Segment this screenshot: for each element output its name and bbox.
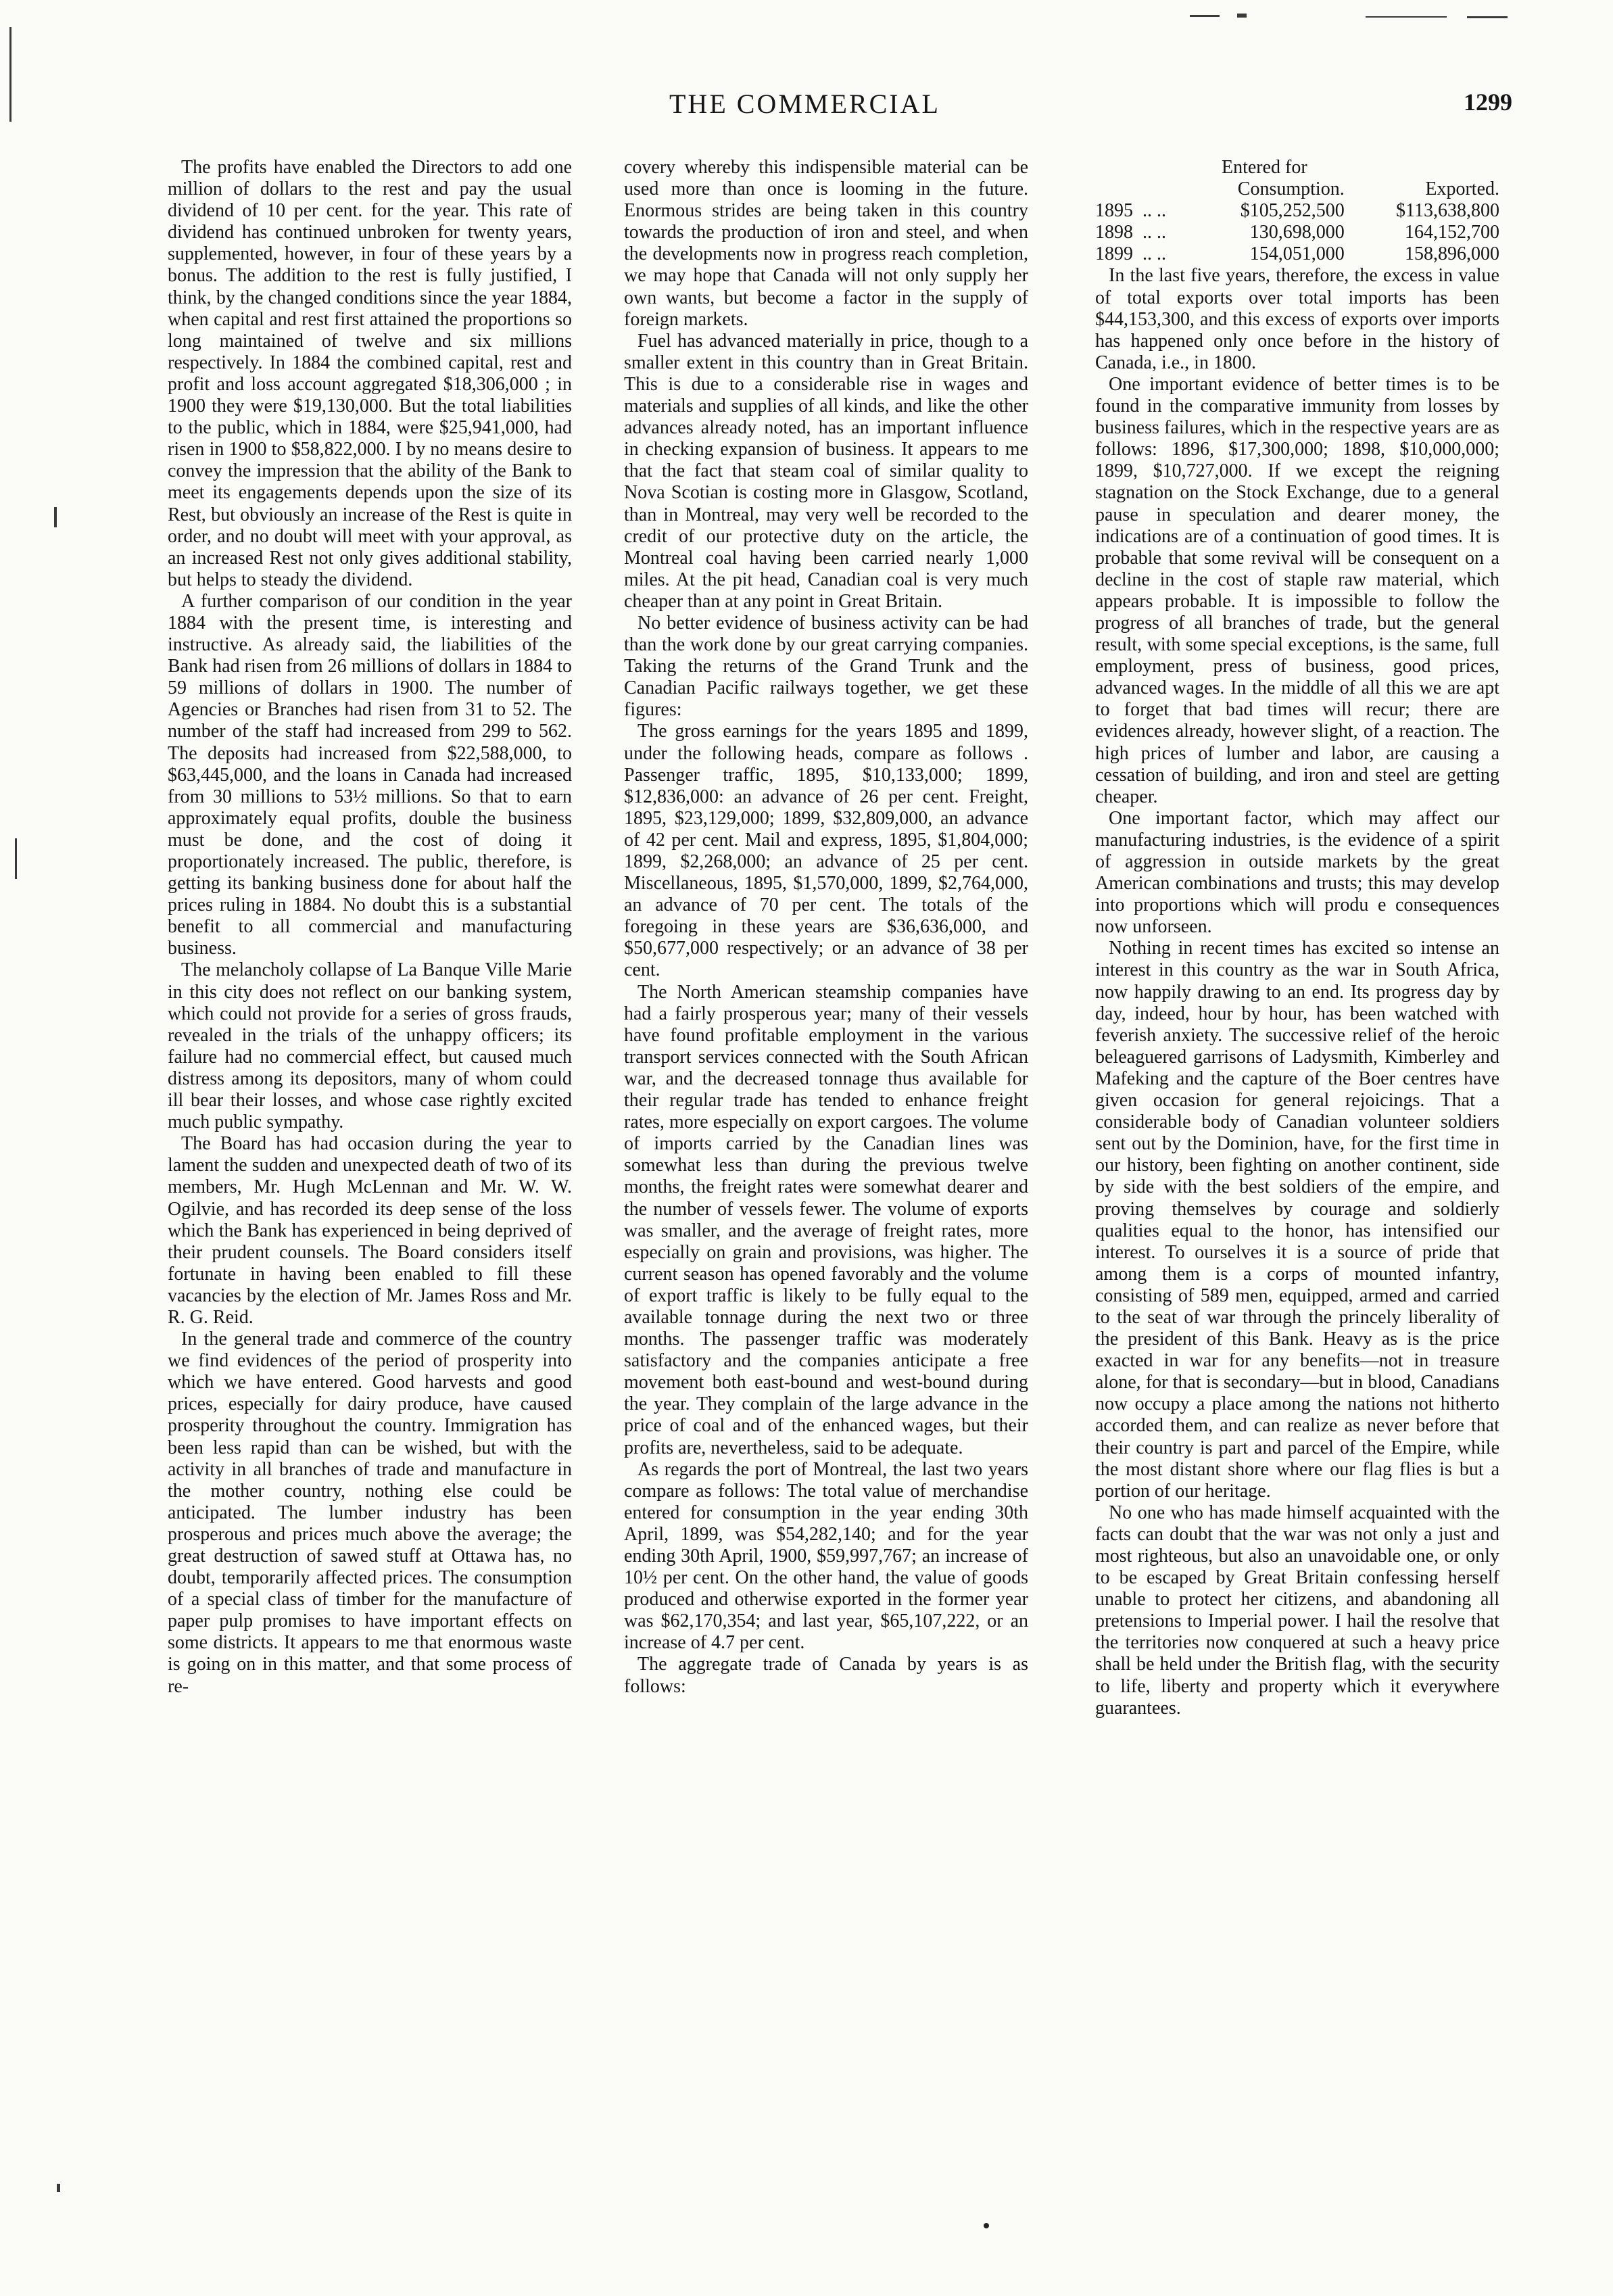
scan-mark	[1237, 14, 1247, 18]
paragraph: The gross earnings for the years 1895 and 1899, under the following heads, compare as follows . Passenger traffic, 1895, $10,133,000; 1899, $12,836,000: an advance of 26 per cent. Freight, 1895, $23,129,000; 1899, $32,809,000, an advance of 42 per cent. Mail and express, 1895, $1,804,000; 1899, $2,268,000; an advance of 25 per cent. Miscellaneous, 1895, $1,570,000, 1899, $2,764,000, an advance of 70 per cent. The totals of the foregoing in these years are $36,636,000, and $50,677,000 respectively; or an advance of 38 per cent.	[624, 721, 1028, 981]
paragraph: The Board has had occasion during the year to lament the sudden and unexpected death of two of its members, Mr. Hugh McLennan and Mr. W. W. Ogilvie, and has recorded its deep sense of the loss which the Bank has experienced in being deprived of their prudent counsels. The Board considers itself fortunate in having been enabled to fill these vacancies by the election of Mr. James Ross and Mr. R. G. Reid.	[168, 1133, 572, 1328]
table-header-exported: Exported.	[1425, 178, 1499, 200]
paragraph: covery whereby this indispensible material can be used more than once is looming in the future. Enormous strides are being taken in this country towards the production of iron and steel, and when the developments now in progress reach completion, we may hope that Canada will not only supply her own wants, but become a factor in the supply of foreign markets.	[624, 157, 1028, 330]
aggregate-trade-table	[1095, 157, 1499, 265]
paragraph: No better evidence of business activity can be had than the work done by our great carrying companies. Taking the returns of the Grand Trunk and the Canadian Pacific railways together, we get these figures:	[624, 612, 1028, 721]
table-cell-leader: .. ..	[1142, 200, 1166, 222]
paragraph: Nothing in recent times has excited so intense an interest in this country as the war in South Africa, now happily drawing to an end. Its progress day by day, indeed, hour by hour, has been watched with feverish anxiety. The successive relief of the heroic beleaguered garrisons of Ladysmith, Kimberley and Mafeking and the capture of the Boer centres have given occasion for general rejoicings. That a considerable body of Canadian volunteer soldiers sent out by the Dominion, have, for the first time in our history, been fighting on another continent, side by side with the best soldiers of the empire, and proving themselves by courage and soldierly qualities equal to the honor, has intensified our interest. To ourselves it is a source of pride that among them is a corps of mounted infantry, consisting of 589 men, equipped, armed and carried to the seat of war through the princely liberality of the president of this Bank. Heavy as is the price exacted in war for any benefits—not in treasure alone, for that is secondary—but in blood, Canadians now occupy a place among the nations not hitherto accorded them, and can realize as never before that their country is part and parcel of the Empire, while the most distant shore where our flag flies is but a portion of our heritage.	[1095, 938, 1499, 1502]
table-row	[1095, 243, 1499, 265]
paragraph: The profits have enabled the Directors to add one million of dollars to the rest and pay the usual dividend of 10 per cent. for the year. This rate of dividend has continued unbroken for twenty years, supplemented, however, in four of these years by a bonus. The addition to the rest is fully justified, I think, by the changed conditions since the year 1884, when capital and rest first attained the proportions so long maintained of twelve and six millions respectively. In 1884 the combined capital, rest and profit and loss account aggregated $18,306,000 ; in 1900 they were $19,130,000. But the total liabilities to the public, which in 1884, were $25,941,000, had risen in 1900 to $58,822,000. I by no means desire to convey the impression that the ability of the Bank to meet its engagements depends upon the size of its Rest, but obviously an increase of the Rest is quite in order, and no doubt will meet with your approval, as an increased Rest not only gives additional stability, but helps to steady the dividend.	[168, 157, 572, 590]
paragraph: A further comparison of our condition in the year 1884 with the present time, is interesting and instructive. As already said, the liabilities of the Bank had risen from 26 millions of dollars in 1884 to 59 millions of dollars in 1900. The number of Agencies or Branches had risen from 31 to 52. The number of the staff had increased from 299 to 562. The deposits had increased from $22,588,000, to $63,445,000, and the loans in Canada had increased from 30 millions to 53½ millions. So that to earn approximately equal profits, double the business must be done, and the cost of doing it proportionately increased. The public, therefore, is getting its banking business done for about half the prices ruling in 1884. No doubt this is a substantial benefit to all commercial and manufacturing business.	[168, 590, 572, 959]
table-cell-exported: $113,638,800	[1396, 200, 1499, 222]
text-column-3	[1095, 157, 1499, 2226]
paragraph: The melancholy collapse of La Banque Ville Marie in this city does not reflect on our banking system, which could not provide for a series of gross frauds, revealed in the trials of the unhappy officers; its failure had no commercial effect, but caused much distress among its depositors, many of whom could ill bear their losses, and whose case rightly excited much public sympathy.	[168, 959, 572, 1133]
paragraph: Fuel has advanced materially in price, though to a smaller extent in this country than in Great Britain. This is due to a considerable rise in wages and materials and supplies of all kinds, and like the other advances already noted, has an important influence in checking expansion of business. It appears to me that the fact that steam coal of similar quality to Nova Scotian is costing more in Glasgow, Scotland, than in Montreal, may very well be recorded to the credit of our protective duty on the article, the Montreal coal having been carried nearly 1,000 miles. At the pit head, Canadian coal is very much cheaper than at any point in Great Britain.	[624, 330, 1028, 612]
publication-title: THE COMMERCIAL	[669, 89, 940, 119]
table-cell-entered: $105,252,500	[1240, 200, 1345, 222]
page-number: 1299	[1464, 89, 1512, 116]
paragraph: One important factor, which may affect our manufacturing industries, is the evidence of a spirit of aggression in outside markets by the great American combinations and trusts; this may develop into proportions which will produ e consequences now unforseen.	[1095, 807, 1499, 938]
paragraph: In the last five years, therefore, the excess in value of total exports over total imports has been $44,153,300, and this excess of exports over imports has happened only once before in the history of Canada, i.e., in 1800.	[1095, 265, 1499, 373]
table-cell-leader: .. ..	[1142, 222, 1166, 243]
paragraph: One important evidence of better times is to be found in the comparative immunity from losses by business failures, which in the respective years are as follows: 1896, $17,300,000; 1898, $10,000,000; 1899, $10,727,000. If we except the reigning stagnation on the Stock Exchange, due to a general pause in speculation and dearer money, the indications are of a continuation of good times. It is probable that some revival will be consequent on a decline in the cost of staple raw material, which appears probable. It is impossible to follow the progress of all branches of trade, but the general result, with some special exceptions, is the same, full employment, press of business, good prices, advanced wages. In the middle of all this we are apt to forget that bad times will recur; there are evidences already, however slight, of a reaction. The high prices of lumber and labor, are causing a cessation of building, and iron and steel are getting cheaper.	[1095, 373, 1499, 807]
text-column-2	[624, 157, 1028, 2226]
table-cell-year: 1899	[1095, 243, 1133, 265]
page-header	[0, 82, 1613, 123]
text-column-1	[168, 157, 572, 2226]
table-header-consumption: Consumption.	[1237, 178, 1345, 200]
paragraph: As regards the port of Montreal, the last two years compare as follows: The total value of merchandise entered for consumption in the year ending 30th April, 1899, was $54,282,140; and for the year ending 30th April, 1900, $59,997,767; an increase of 10½ per cent. On the other hand, the value of goods produced and otherwise exported in the former year was $62,170,354; and last year, $65,107,222, or an increase of 4.7 per cent.	[624, 1458, 1028, 1654]
table-header-row	[1095, 178, 1499, 200]
table-row	[1095, 222, 1499, 243]
table-cell-year: 1898	[1095, 222, 1133, 243]
paragraph: The aggregate trade of Canada by years is as follows:	[624, 1654, 1028, 1697]
scan-mark	[1467, 16, 1508, 18]
scan-mark	[57, 2184, 60, 2192]
table-cell-exported: 158,896,000	[1405, 243, 1499, 265]
scan-mark	[54, 507, 57, 527]
table-row	[1095, 200, 1499, 222]
scan-mark	[1190, 15, 1220, 17]
paragraph: The North American steamship companies have had a fairly prosperous year; many of their vessels have found profitable employment in the various transport services connected with the South African war, and the decreased tonnage thus available for their regular trade has tended to enhance freight rates, more especially on export cargoes. The volume of imports carried by the Canadian lines was somewhat less than during the previous twelve months, the freight rates were somewhat dearer and the number of vessels fewer. The volume of exports was smaller, and the average of freight rates, more especially on grain and provisions, was higher. The current season has opened favorably and the volume of export traffic is likely to be fully equal to the available tonnage during the next two or three months. The passenger traffic was moderately satisfactory and the companies anticipate a free movement both east-bound and west-bound during the year. They complain of the large advance in the price of coal and of the enhanced wages, but their profits are, nevertheless, said to be adequate.	[624, 981, 1028, 1458]
table-cell-entered: 154,051,000	[1249, 243, 1345, 265]
table-cell-exported: 164,152,700	[1405, 222, 1499, 243]
paragraph: In the general trade and commerce of the country we find evidences of the period of prosperity into which we have entered. Good harvests and good prices, especially for dairy produce, have caused prosperity throughout the country. Immigration has been less rapid than can be wished, but with the activity in all branches of trade and manufacture in the mother country, nothing else could be anticipated. The lumber industry has been prosperous and prices much above the average; the great destruction of sawed stuff at Ottawa has, no doubt, temporarily affected prices. The consumption of a special class of timber for the manufacture of paper pulp promises to have important effects on some districts. It appears to me that enormous waste is going on in this matter, and that some process of re-	[168, 1329, 572, 1697]
table-cell-year: 1895	[1095, 200, 1133, 222]
table-header-entered: Entered for	[1221, 157, 1307, 178]
table-header-row	[1095, 157, 1499, 178]
table-cell-leader: .. ..	[1142, 243, 1166, 265]
scan-mark	[1366, 16, 1447, 18]
footer-dot	[984, 2223, 989, 2228]
table-cell-entered: 130,698,000	[1249, 222, 1345, 243]
paragraph: No one who has made himself acquainted with the facts can doubt that the war was not only a just and most righteous, but also an unavoidable one, or only to be escaped by Great Britain confessing herself unable to protect her citizens, and abandoning all pretensions to Imperial power. I hail the resolve that the territories now conquered at such a heavy price shall be held under the British flag, with the security to life, liberty and property which it everywhere guarantees.	[1095, 1502, 1499, 1719]
scan-mark	[15, 838, 17, 879]
